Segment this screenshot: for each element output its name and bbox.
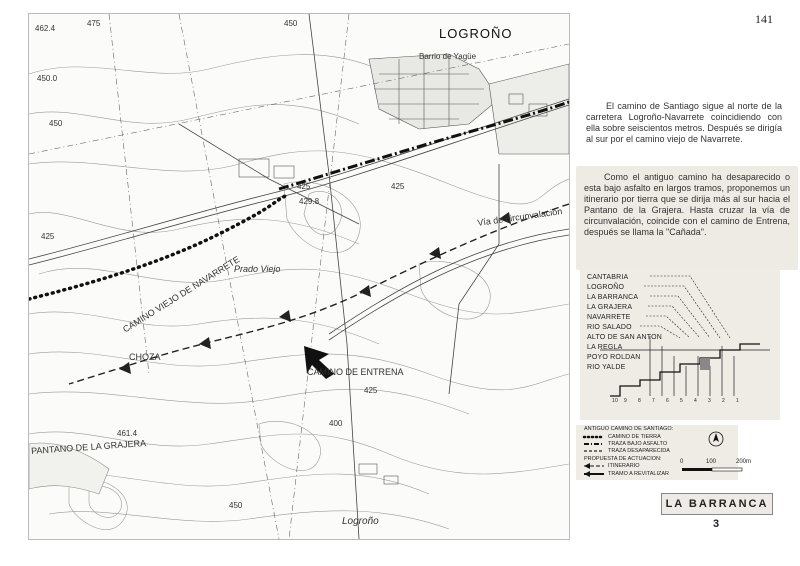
profile-step: 8: [638, 398, 641, 404]
elevation-label: 450.0: [37, 74, 58, 83]
map-drawing: [29, 14, 569, 539]
camino-viejo: [29, 194, 289, 299]
profile-stage: POYO ROLDAN: [587, 354, 641, 361]
prado-viejo-label: Prado Viejo: [234, 264, 281, 274]
district-label: Barrio de Yagüe: [419, 52, 477, 61]
profile-stage: LA REGLA: [587, 344, 623, 351]
elevation-label: 461.4: [117, 429, 138, 438]
elevation-label: 450: [49, 119, 63, 128]
scale-tick: 200m: [736, 459, 752, 465]
elevation-label: 429.8: [299, 197, 320, 206]
elevation-label: 425: [41, 232, 55, 241]
elevation-label: 425: [364, 386, 378, 395]
profile-step: 3: [708, 398, 711, 404]
elevation-label: 462.4: [35, 24, 56, 33]
elevation-label: 400: [329, 419, 343, 428]
elevation-label: 425: [297, 182, 311, 191]
elevation-label: 450: [284, 19, 298, 28]
profile-stage: NAVARRETE: [587, 314, 631, 321]
profile-stage: ALTO DE SAN ANTON: [587, 334, 662, 341]
profile-step: 6: [666, 398, 669, 404]
profile-step: 9: [624, 398, 627, 404]
scale-bar: [676, 459, 782, 475]
note-text: El camino de Santiago sigue al norte de la carretera Logroño-Navarrete coincidiendo con ella sobre seiscientos metros. Después se dirigía al sur por el camino viejo de Navarrete.: [586, 101, 782, 144]
legend-proposal-heading: PROPUESTA DE ACTUACION:: [584, 456, 662, 462]
legend-heading: ANTIGUO CAMINO DE SANTIAGO:: [584, 426, 674, 432]
profile-step: 2: [722, 398, 725, 404]
profile-step: 7: [652, 398, 655, 404]
legend-proposal-item: TRAMO A REVITALIZAR: [608, 471, 670, 477]
elevation-label: 475: [87, 19, 101, 28]
profile-stage: LA GRAJERA: [587, 304, 633, 311]
profile-step: 4: [694, 398, 697, 404]
legend-item: CAMINO DE TIERRA: [608, 434, 661, 440]
choza-label: CHOZA: [129, 352, 161, 362]
note-proposed-itinerary: [576, 166, 798, 270]
elevation-label: 450: [229, 501, 243, 510]
profile-stage: CANTABRIA: [587, 274, 629, 281]
profile-stage: RIO YALDE: [587, 364, 626, 371]
elevation-label: 425: [391, 182, 405, 191]
city-label: LOGROÑO: [439, 26, 513, 41]
camino-viejo-label: CAMINO VIEJO DE NAVARRETE: [121, 254, 242, 335]
profile-stage: LOGROÑO: [587, 284, 625, 291]
camino-entrena-label: CAMINO DE ENTRENA: [307, 367, 404, 377]
legend-proposal-item: ITINERARIO: [608, 463, 640, 469]
note-route-history: [578, 95, 790, 159]
section-title: LA BARRANCA 3: [661, 493, 773, 515]
urban-area: [239, 54, 569, 484]
note-text: Como el antiguo camino ha desaparecido o esta bajo asfalto en largos tramos, proponemos un itinerario por tierra que se dirija más al sur hacia el Pantano de la Grajera. Hasta cruzar la vía de circunvalación, coincide con el camino de Entrena, después se llama la "Cañada".: [584, 172, 790, 237]
topographic-map: [28, 13, 570, 540]
legend-item: TRAZA DESAPARECIDA: [608, 448, 670, 454]
via-circunvalacion-label: Vía de circunvalación: [476, 206, 563, 228]
route-profile: [580, 268, 780, 420]
scale-tick: 0: [680, 459, 684, 465]
scale-tick: 100: [706, 459, 717, 465]
profile-step: 5: [680, 398, 683, 404]
pantano-label: PANTANO DE LA GRAJERA: [30, 437, 147, 457]
logrono-bottom-label: Logroño: [342, 516, 379, 527]
legend-item: TRAZA BAJO ASFALTO: [608, 441, 668, 447]
profile-step: 10: [612, 398, 618, 404]
page-number: 141: [755, 12, 773, 26]
profile-stage: RIO SALADO: [587, 324, 632, 331]
profile-step: 1: [736, 398, 739, 404]
profile-stage: LA BARRANCA: [587, 294, 639, 301]
